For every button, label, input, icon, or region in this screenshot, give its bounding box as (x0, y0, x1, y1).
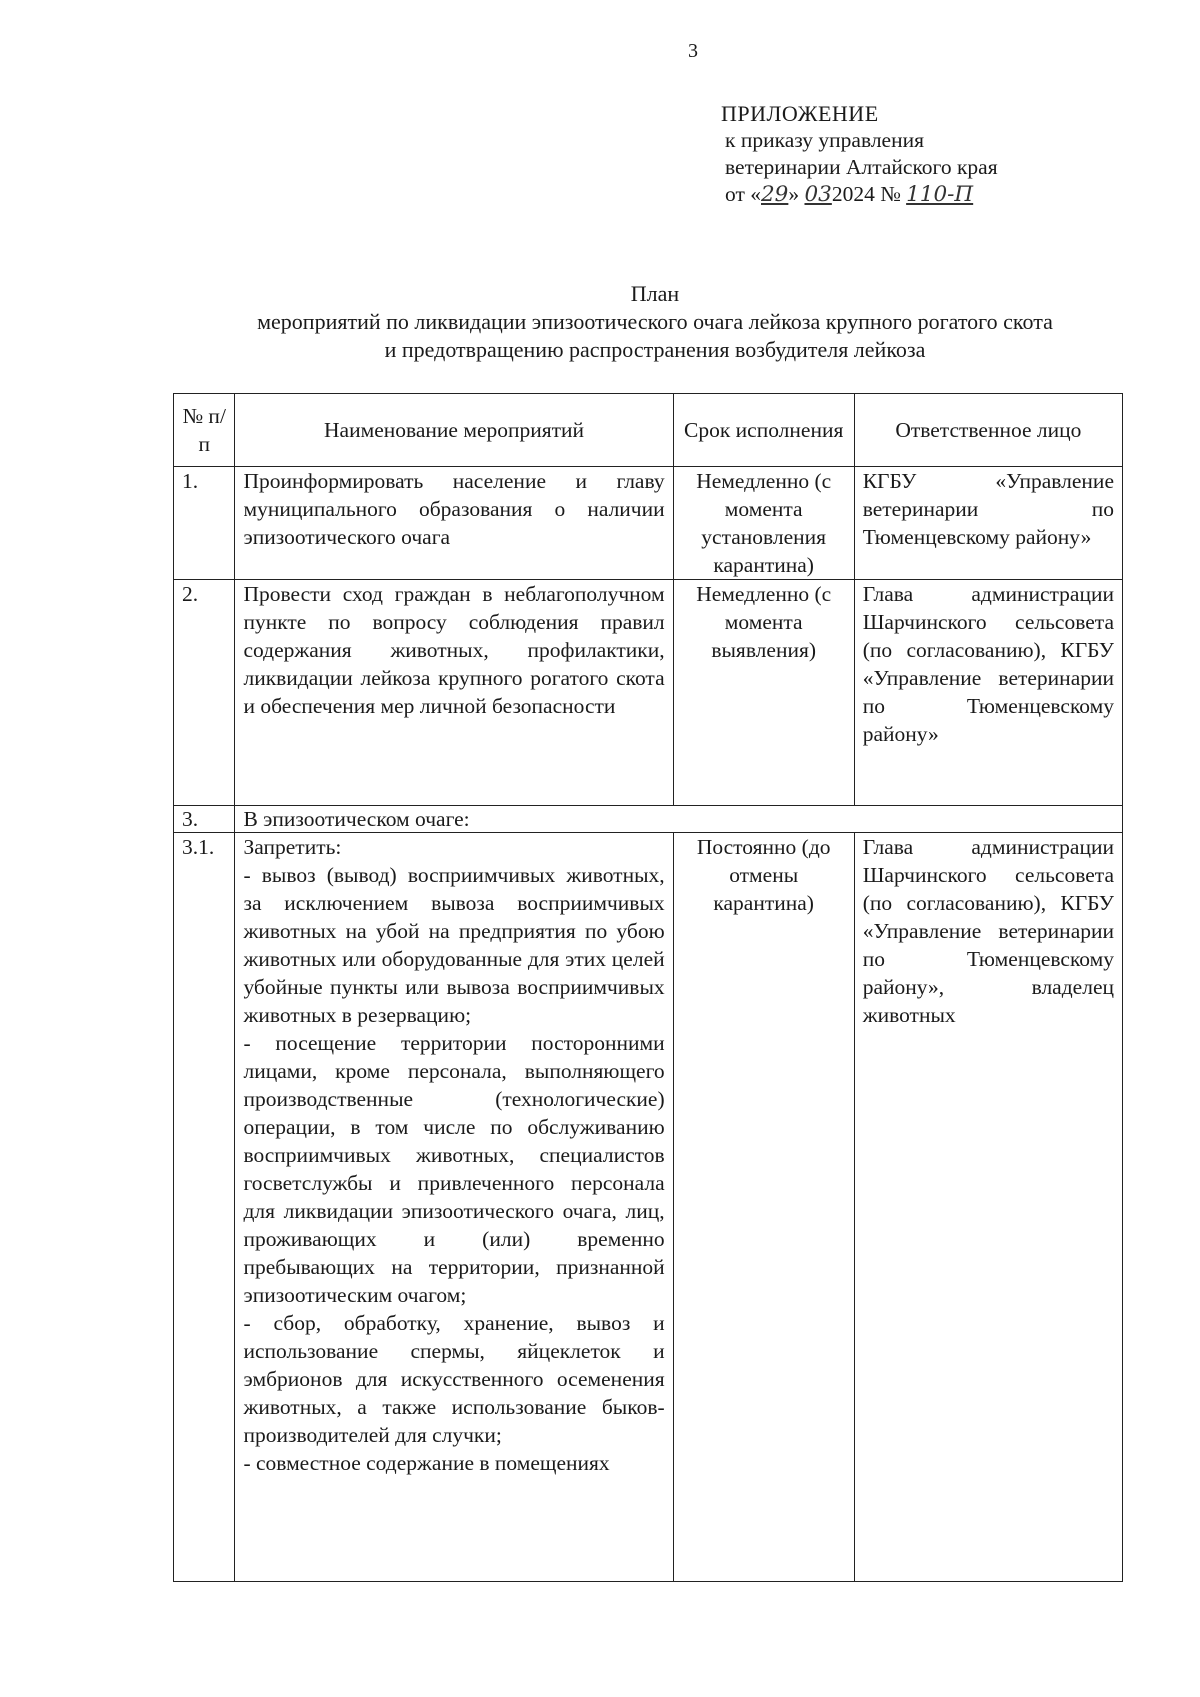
header-num: № п/п (174, 394, 235, 467)
row-name (235, 833, 673, 1582)
appendix-line-2: ветеринарии Алтайского края (725, 155, 998, 179)
table-row (174, 806, 1123, 833)
year-and-number-sign: 2024 № (831, 182, 901, 206)
handwritten-month: 03 (804, 182, 832, 207)
row-responsible: Глава администрации Шарчинского сельсовета (по согласованию), КГБУ «Управление ветеринарии по Тюменцевскому району», владелец животных (854, 833, 1122, 1582)
plan-title (0, 280, 1200, 364)
row-term: Постоянно (до отмены карантина) (673, 833, 854, 1582)
table-row (174, 580, 1123, 806)
header-responsible: Ответственное лицо (854, 394, 1122, 467)
table-header-row (174, 394, 1123, 467)
row-num: 2. (174, 580, 235, 806)
row-name-line: - посещение территории посторонними лицами, кроме персонала, выполняющего производственные (технологические) операции, в том числе по обслуживанию восприимчивых животных, специалистов госветслужбы и привлеченного персонала для ликвидации эпизоотического очага, лиц, проживающих и (или) временно пребывающих на территории, признанной эпизоотическим очагом; (243, 1031, 665, 1307)
row-name-line: Запретить: (243, 835, 342, 859)
plan-title-line-3: и предотвращению распространения возбудителя лейкоза (384, 337, 926, 362)
date-mid: » (788, 182, 805, 206)
header-name: Наименование мероприятий (235, 394, 673, 467)
row-name: Провести сход граждан в неблагополучном пункте по вопросу соблюдения правил содержания животных, профилактики, ликвидации лейкоза крупного рогатого скота и обеспечения мер личной безопасности (235, 580, 673, 806)
row-num: 3. (174, 806, 235, 833)
row-name-line: - совместное содержание в помещениях (243, 1451, 610, 1475)
plan-title-line-1: План (630, 281, 680, 306)
handwritten-day: 29 (761, 182, 789, 207)
table-row (174, 833, 1123, 1582)
row-term: Немедленно (с момента выявления) (673, 580, 854, 806)
row-num: 3.1. (174, 833, 235, 1582)
row-name-line: - сбор, обработку, хранение, вывоз и использование спермы, яйцеклеток и эмбрионов для искусственного осеменения животных, а также использование быков-производителей для случки; (243, 1311, 665, 1447)
row-name-line: - вывоз (вывод) восприимчивых животных, за исключением вывоза восприимчивых животных на убой на предприятия по убою животных или оборудованные для этих целей убойные пункты или вывоза восприимчивых животных в резервацию; (243, 863, 665, 1027)
date-prefix: от « (725, 182, 761, 206)
appendix-line-1: к приказу управления (725, 128, 925, 152)
row-section-title: В эпизоотическом очаге: (235, 806, 1123, 833)
row-name: Проинформировать население и главу муниципального образования о наличии эпизоотического очага (235, 467, 673, 580)
table-row (174, 467, 1123, 580)
row-responsible: Глава администрации Шарчинского сельсовета (по согласованию), КГБУ «Управление ветеринарии по Тюменцевскому району» (854, 580, 1122, 806)
header-term: Срок исполнения (673, 394, 854, 467)
plan-title-line-2: мероприятий по ликвидации эпизоотического очага лейкоза крупного рогатого скота (257, 309, 1053, 334)
row-term: Немедленно (с момента установления карантина) (673, 467, 854, 580)
plan-table (173, 393, 1123, 1582)
row-responsible: КГБУ «Управление ветеринарии по Тюменцевскому району» (854, 467, 1122, 580)
page-number: 3 (688, 40, 698, 62)
appendix-date-line (725, 181, 998, 208)
handwritten-order-number: 110-П (906, 182, 974, 207)
appendix-block (721, 100, 998, 208)
appendix-title: ПРИЛОЖЕНИЕ (721, 101, 879, 126)
row-num: 1. (174, 467, 235, 580)
